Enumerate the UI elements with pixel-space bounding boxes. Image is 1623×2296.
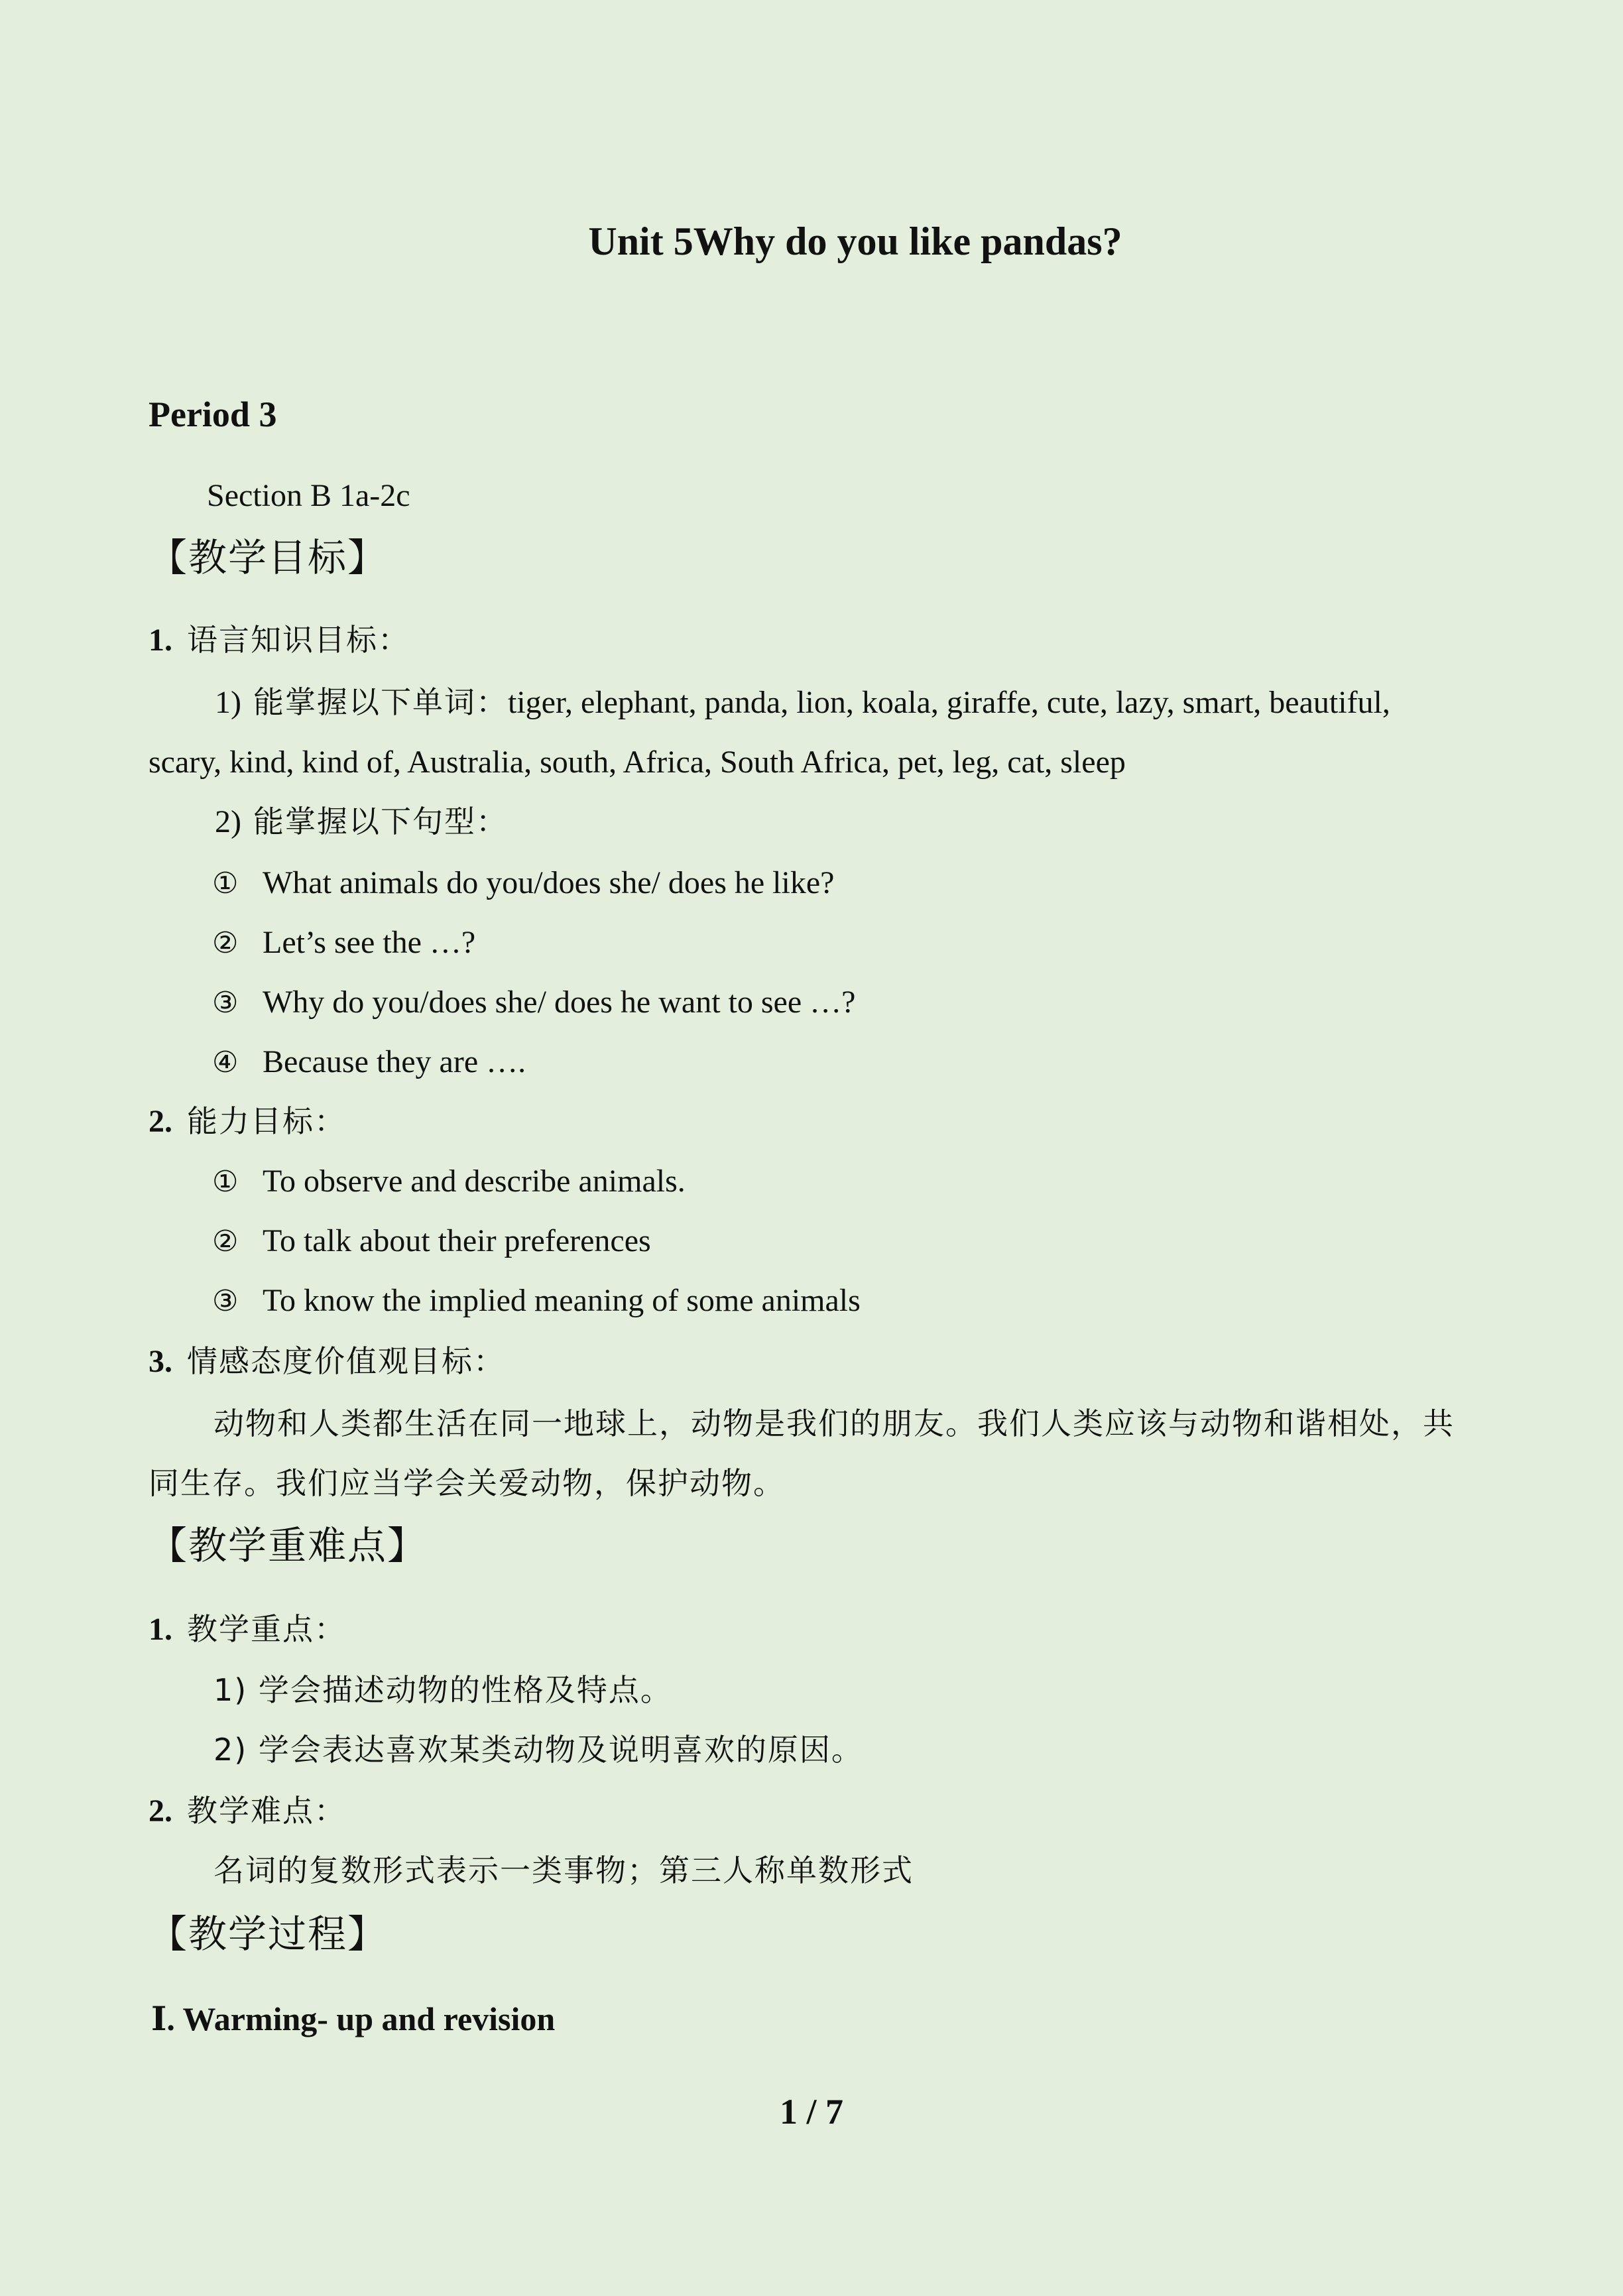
vocab-words-1: tiger, elephant, panda, lion, koala, giraffe, cute, lazy, smart, beautiful, [507,685,1390,720]
vocab-cn: 能掌握以下单词： [253,684,508,720]
ability-mark: ② [212,1225,239,1258]
pattern-item [212,867,834,899]
vocab-line-2: scary, kind, kind of, Australia, south, Africa, South Africa, pet, leg, cat, sleep [149,745,1126,780]
pattern-mark: ① [212,867,239,900]
key-point-number-1: 1. [149,1612,172,1647]
pattern-mark: ② [212,926,239,960]
objective-label-1: 语言知识目标： [187,622,410,658]
ability-text: To observe and describe animals. [263,1164,686,1199]
objective-number-3: 3. [149,1344,172,1379]
ability-text: To talk about their preferences [263,1223,651,1258]
objective-label-3: 情感态度价值观目标： [187,1343,505,1379]
objective-number-1: 1. [149,623,172,658]
key-point-label-2: 教学难点： [187,1793,346,1829]
section-label: Section B 1a-2c [207,478,410,513]
values-line-1: 动物和人类都生活在同一地球上，动物是我们的朋友。我们人类应该与动物和谐相处，共 [213,1406,1455,1441]
document-title: Unit 5Why do you like pandas? [588,219,1122,263]
key-point-2: 2) 学会表达喜欢某类动物及说明喜欢的原因。 [213,1732,863,1768]
pattern-text: Let’s see the …? [263,925,476,960]
key-point-item-2 [149,1795,346,1827]
page-number: 1 / 7 [779,2092,843,2132]
pattern-text: Why do you/does she/ does he want to see …? [263,985,856,1020]
patterns-cn: 能掌握以下句型： [253,804,508,839]
objective-item-2 [149,1103,346,1139]
key-point-number-2: 2. [149,1793,172,1829]
patterns-intro [215,806,508,838]
pattern-text: Because they are …. [263,1044,526,1079]
ability-item [212,1166,686,1197]
objective-item-1 [149,622,410,658]
objective-number-2: 2. [149,1104,172,1139]
objective-label-2: 能力目标： [187,1103,346,1139]
pattern-text: What animals do you/does she/ does he like? [263,865,835,900]
pattern-item [212,1046,526,1078]
pattern-item [212,987,855,1018]
vocab-line-1 [215,684,1390,720]
warming-up-step [151,2002,555,2035]
ability-item [212,1285,861,1317]
ability-item [212,1225,651,1257]
step-label: Warming- up and revision [182,2000,556,2037]
key-point-label-1: 教学重点： [187,1611,346,1647]
pattern-mark: ④ [212,1046,239,1079]
period-heading: Period 3 [149,394,277,434]
key-point-item-1 [149,1611,346,1647]
objectives-heading: 【教学目标】 [149,535,388,580]
ability-mark: ③ [212,1284,239,1318]
values-line-2: 同生存。我们应当学会关爱动物，保护动物。 [149,1465,785,1501]
objective-item-3 [149,1343,505,1379]
ability-mark: ① [212,1165,239,1199]
pattern-item [212,927,475,959]
step-mark: Ⅰ. [151,2000,175,2037]
difficulty-text: 名词的复数形式表示一类事物；第三人称单数形式 [213,1852,914,1888]
pattern-mark: ③ [212,986,239,1020]
process-heading: 【教学过程】 [149,1911,388,1957]
key-points-heading: 【教学重难点】 [149,1523,428,1568]
vocab-prefix: 1) [215,685,241,720]
key-point-1: 1) 学会描述动物的性格及特点。 [213,1672,672,1708]
patterns-prefix: 2) [215,804,241,839]
ability-text: To know the implied meaning of some animals [263,1283,861,1318]
